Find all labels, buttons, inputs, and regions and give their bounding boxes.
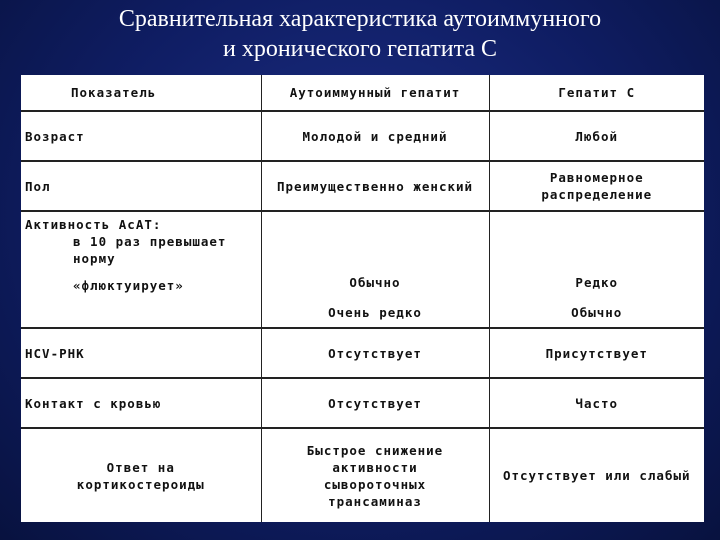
row-label-age: Возраст xyxy=(21,111,261,161)
table-row xyxy=(21,328,704,378)
row-label-blood-contact: Контакт с кровью xyxy=(21,378,261,428)
ast-sub1-label: в 10 раз превышает норму xyxy=(73,234,227,266)
row-label-ast xyxy=(21,211,261,328)
title-line-1: Сравнительная характеристика аутоиммунного xyxy=(118,6,602,32)
cell-blood-hcv: Часто xyxy=(489,378,704,428)
ast-sub2-label: «флюктуирует» xyxy=(73,278,184,293)
cell-rna-aih: Отсутствует xyxy=(261,328,489,378)
cell-rna-hcv: Присутствует xyxy=(489,328,704,378)
cell-steroids-hcv: Отсутствует или слабый xyxy=(489,428,704,522)
table-row xyxy=(21,111,704,161)
table-row xyxy=(21,211,704,328)
row-label-hcv-rna: HCV-PHK xyxy=(21,328,261,378)
header-hepatitis-c: Гепатит С xyxy=(489,75,704,111)
ast-sub2-hcv: Обычно xyxy=(571,305,623,320)
table-header-row xyxy=(21,75,704,111)
cell-sex-aih: Преимущественно женский xyxy=(261,161,489,211)
header-autoimmune-hepatitis: Аутоиммунный гепатит xyxy=(261,75,489,111)
slide-title xyxy=(0,4,720,64)
title-line-2: и хронического гепатита С xyxy=(222,36,498,62)
ast-heading: Активность АсАТ: xyxy=(25,217,162,232)
ast-sub1-aih: Обычно xyxy=(349,275,401,290)
cell-age-hcv: Любой xyxy=(489,111,704,161)
comparison-table xyxy=(21,75,704,522)
comparison-table-panel xyxy=(21,75,704,522)
row-label-sex: Пол xyxy=(21,161,261,211)
cell-steroids-aih: Быстрое снижение активности сывороточных трансаминаз xyxy=(261,428,489,522)
ast-sub1-hcv: Редко xyxy=(575,275,619,290)
cell-age-aih: Молодой и средний xyxy=(261,111,489,161)
ast-sub2-aih: Очень редко xyxy=(328,305,422,320)
cell-blood-aih: Отсутствует xyxy=(261,378,489,428)
table-row xyxy=(21,161,704,211)
row-label-steroid-response: Ответ на кортикостероиды xyxy=(21,428,261,522)
table-row xyxy=(21,378,704,428)
cell-sex-hcv: Равномерное распределение xyxy=(489,161,704,211)
cell-ast-aih xyxy=(261,211,489,328)
table-row xyxy=(21,428,704,522)
cell-ast-hcv xyxy=(489,211,704,328)
header-indicator: Показатель xyxy=(71,85,157,100)
